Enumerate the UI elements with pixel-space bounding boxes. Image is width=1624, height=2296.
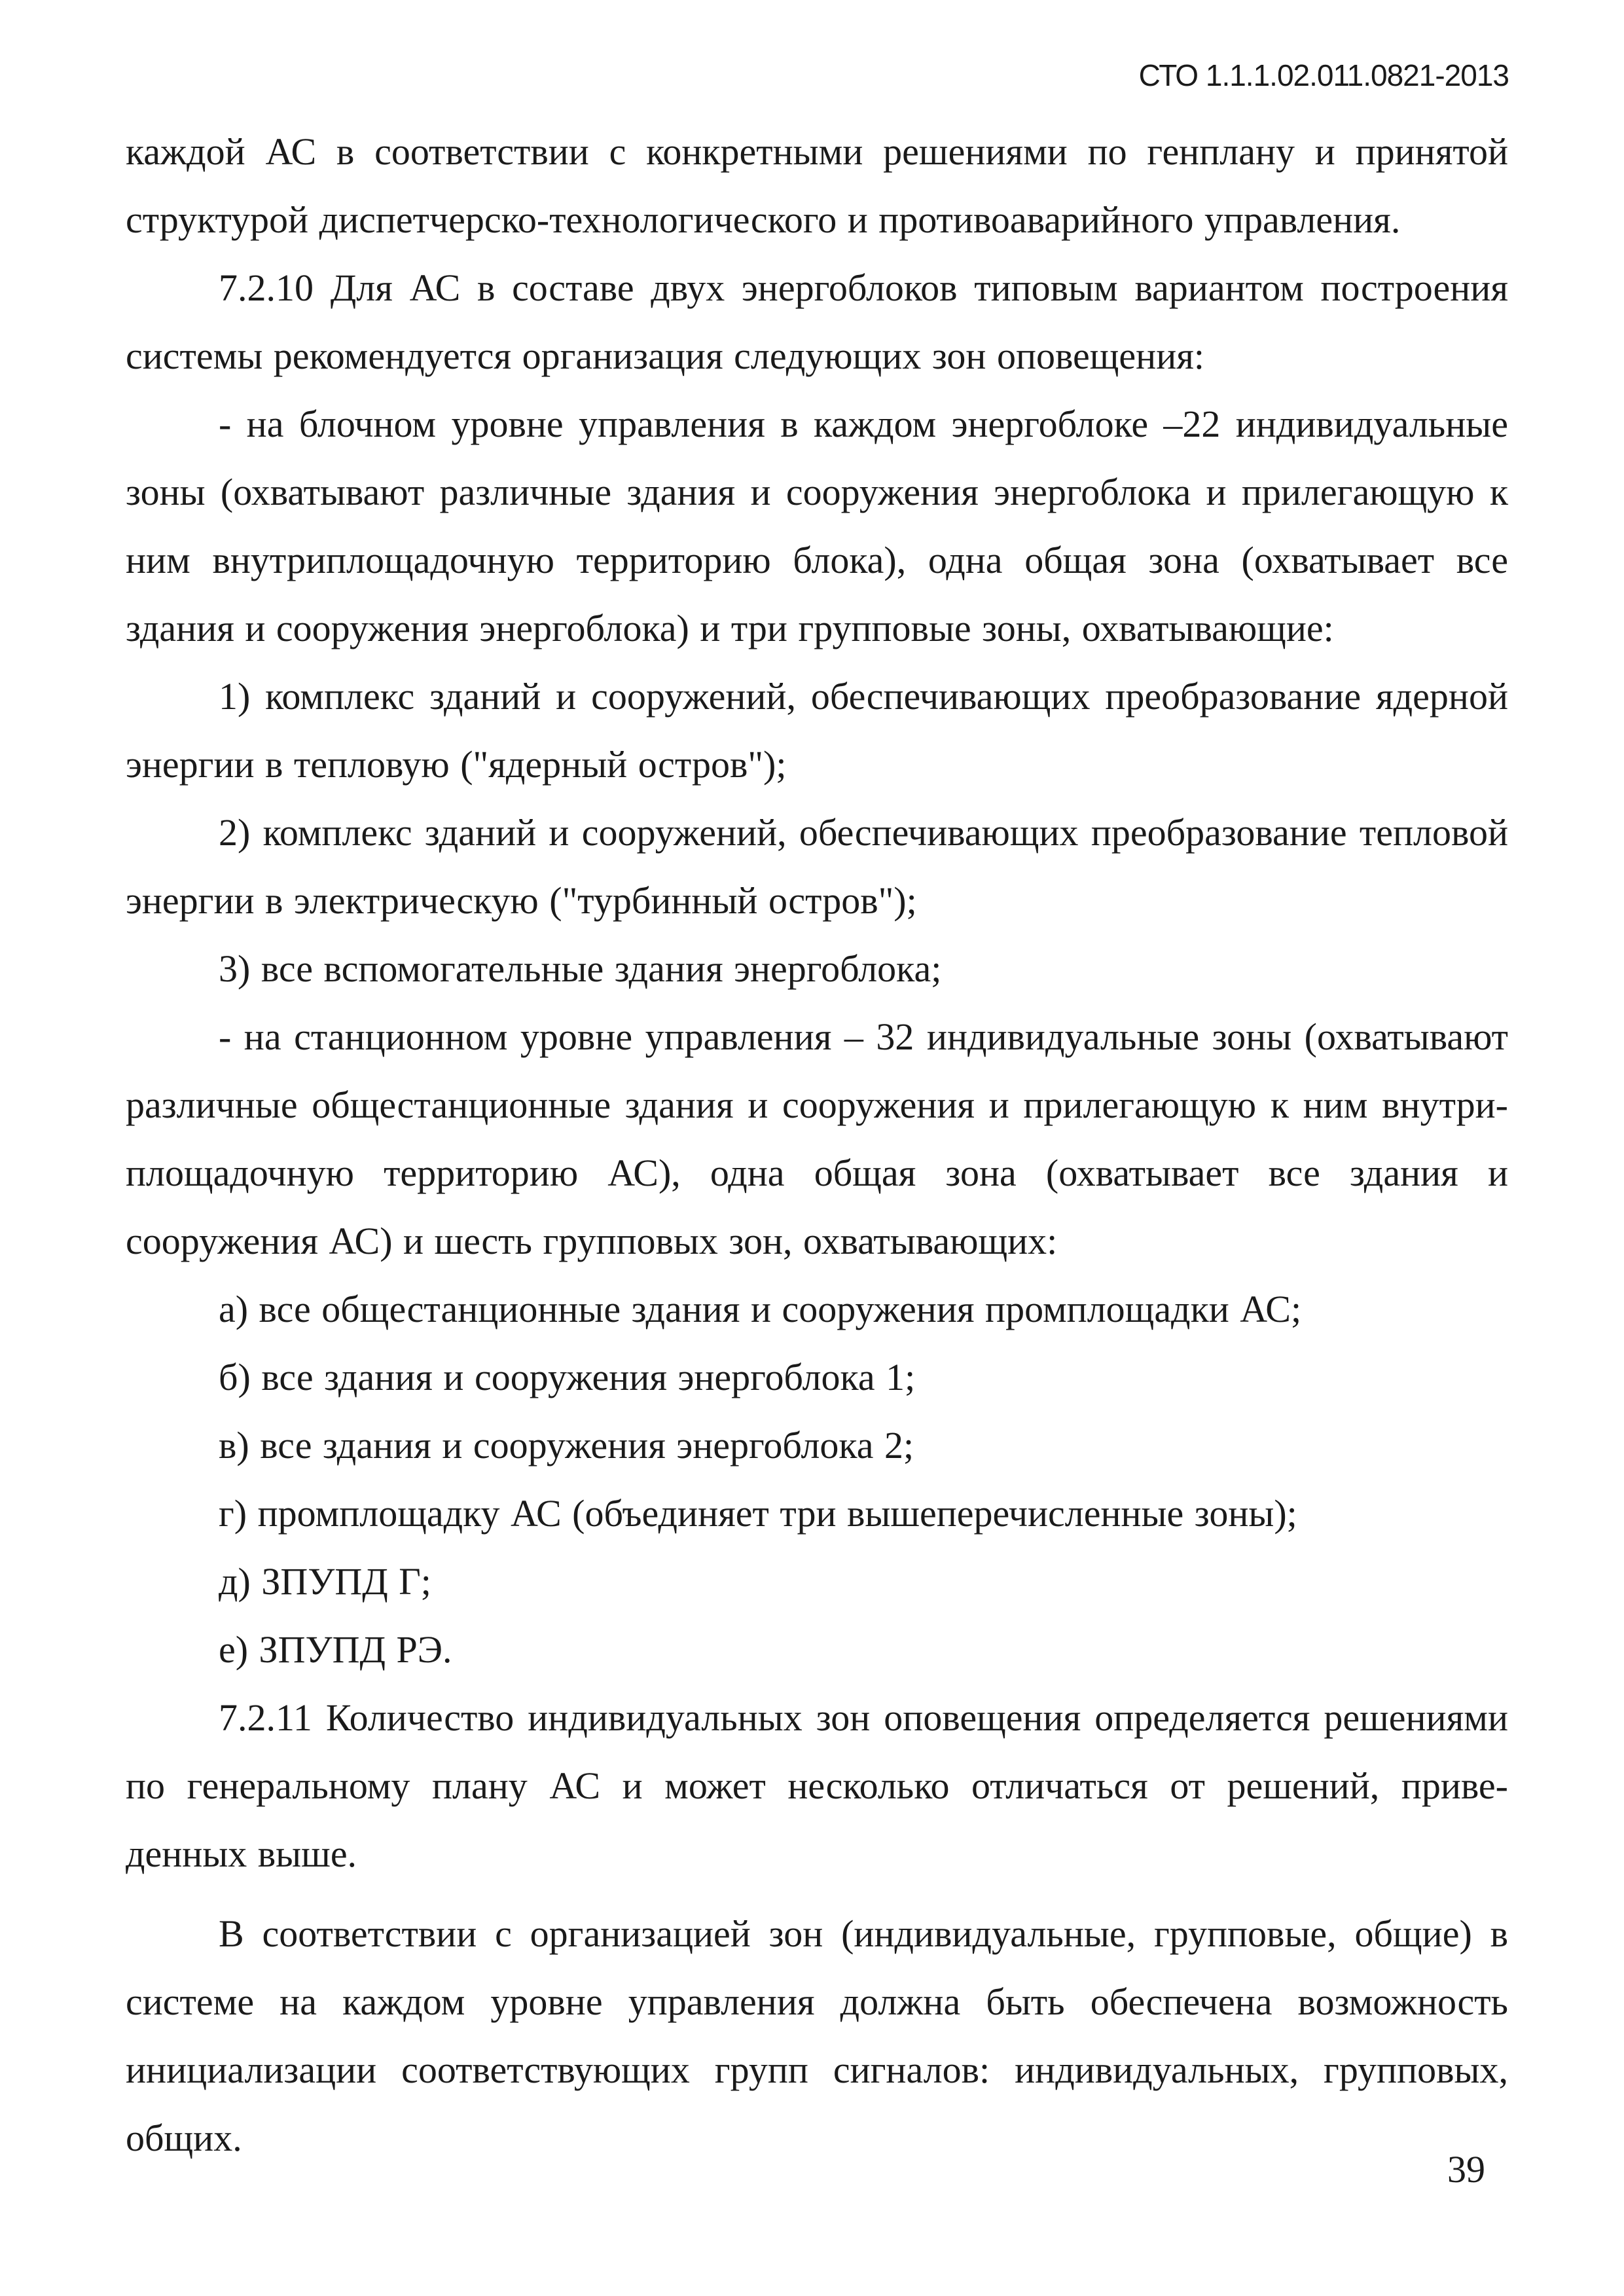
body-text (126, 118, 1508, 2172)
document-code: СТО 1.1.1.02.011.0821-2013 (1138, 58, 1509, 92)
paragraph-block-level: - на блочном уровне управления в каждом энергоблоке –22 индивидуальные зоны (охватывают различные здания и сооружения энергоблока и прилегающую к ним внутриплощадочную территорию блока), одна общая зона (охватывает все здания и сооружения энергоблока) и три групповые зоны, охватывающие: (126, 403, 1508, 649)
list-item-1: 1) комплекс зданий и сооружений, обеспечивающих преобразование ядерной энергии в тепловую ("ядерный остров"); (126, 675, 1508, 786)
paragraph-7-2-11: 7.2.11 Количество индивидуальных зон оповещения определяется решениями по генеральному плану АС и может несколько отличаться от решений, приве-денных выше. (126, 1696, 1508, 1875)
paragraph-station-level: - на станционном уровне управления – 32 индивидуальные зоны (охватывают различные общестанционные здания и сооружения и прилегающую к ним внутри-площадочную территорию АС), одна общая зона (охватывает все здания и сооружения АС) и шесть групповых зон, охватывающих: (126, 1015, 1508, 1262)
list-item-a: а) все общестанционные здания и сооружения промплощадки АС; (219, 1288, 1302, 1330)
list-item-d: д) ЗПУПД Г; (219, 1560, 431, 1603)
page-number: 39 (1447, 2148, 1485, 2191)
list-item-3: 3) все вспомогательные здания энергоблока; (219, 947, 942, 990)
paragraph-continuation: каждой АС в соответствии с конкретными решениями по генплану и принятой структурой диспетчерско-технологического и противоаварийного управления. (126, 130, 1508, 241)
list-item-b: б) все здания и сооружения энергоблока 1; (219, 1356, 916, 1398)
paragraph-7-2-10: 7.2.10 Для АС в составе двух энергоблоков типовым вариантом построения системы рекомендуется организация следующих зон оповещения: (126, 266, 1508, 377)
list-item-g: г) промплощадку АС (объединяет три вышеперечисленные зоны); (219, 1492, 1297, 1535)
list-item-2: 2) комплекс зданий и сооружений, обеспечивающих преобразование тепловой энергии в электрическую ("турбинный остров"); (126, 811, 1508, 922)
list-item-v: в) все здания и сооружения энергоблока 2; (219, 1424, 914, 1467)
paragraph-signal-groups: В соответствии с организацией зон (индивидуальные, групповые, общие) в системе на каждом уровне управления должна быть обеспечена возможность инициализации соответствующих групп сигналов: индивидуальных, групповых, общих. (126, 1912, 1508, 2159)
list-item-e: е) ЗПУПД РЭ. (219, 1628, 452, 1671)
